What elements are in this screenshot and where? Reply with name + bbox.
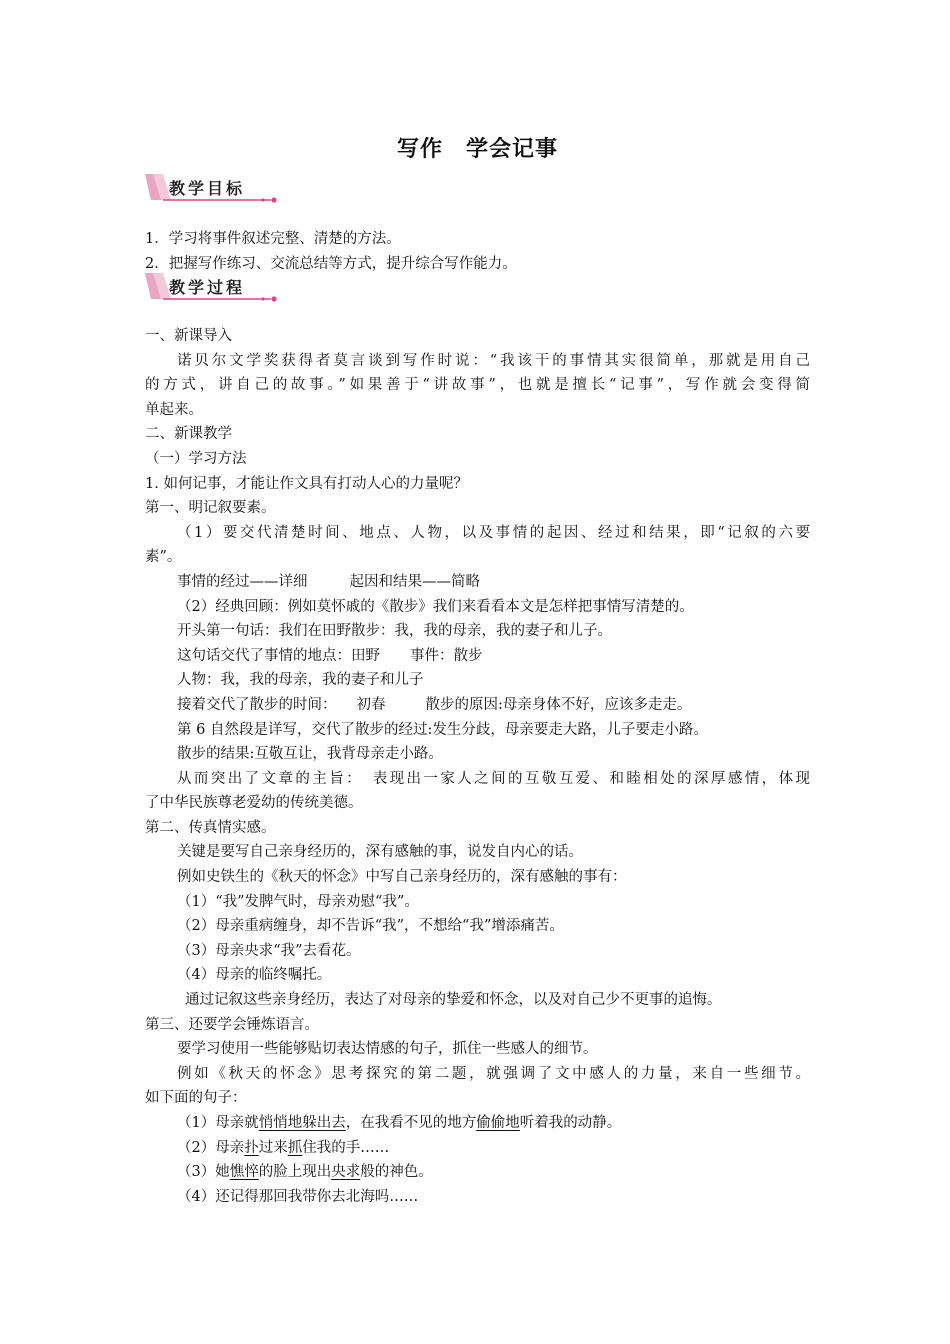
text-span: 起因和结果——简略: [349, 573, 480, 590]
text-span: ，在我看不见的地方: [345, 1115, 477, 1131]
point-heading: 第二、传真情实感。: [145, 819, 276, 836]
text-span: 住我的手……: [302, 1139, 390, 1156]
point-heading: 第三、还要学会锤炼语言。: [145, 1016, 319, 1033]
paragraph-line: 第 6 自然段是详写，交代了散步的经过:发生分歧，母亲要走大路，儿子要走小路。: [177, 721, 708, 738]
list-item: （1）“我”发脾气时，母亲劝慰“我”。: [177, 893, 419, 910]
text-span: （2）母亲: [177, 1139, 245, 1156]
example-sentence: [145, 1136, 810, 1161]
text-span: 的脸上现出: [258, 1164, 332, 1181]
example-sentence: [145, 1111, 810, 1136]
paragraph-line: [145, 644, 810, 669]
example-sentence: [145, 1160, 810, 1185]
question-line: 1. 如何记事，才能让作文具有打动人心的力量呢？: [145, 475, 468, 492]
paragraph-line: 单起来。: [145, 401, 203, 418]
text-span: 散步的原因:母亲身体不好，应该多走走。: [425, 696, 692, 713]
section-banner-goals: [143, 172, 283, 206]
text-span: 般的神色。: [360, 1164, 433, 1181]
text-span: 初春: [356, 696, 386, 713]
goal-item: 1．学习将事件叙述完整、清楚的方法。: [145, 231, 401, 247]
paragraph-line: 通过记叙这些亲身经历，表达了对母亲的挚爱和怀念，以及对自己少不更事的追悔。: [185, 992, 722, 1009]
subheading-methods: （一）学习方法: [145, 450, 247, 467]
paragraph-line: （1）要交代清楚时间、地点、人物，以及事情的起因、经过和结果，即“记叙的六要: [177, 524, 810, 541]
text-span: 这句话交代了事情的地点：田野: [177, 647, 380, 664]
paragraph-line: 了中华民族尊老爱幼的传统美德。: [145, 795, 363, 812]
underlined-phrase: 偷偷地: [476, 1115, 520, 1131]
section-banner-process: [143, 271, 283, 305]
list-item: （4）母亲的临终嘱托。: [177, 967, 332, 984]
underlined-phrase: 抓: [287, 1139, 303, 1156]
point-heading: 第一、明记叙要素。: [145, 500, 276, 517]
paragraph-line: 开头第一句话：我们在田野散步：我，我的母亲，我的妻子和儿子。: [177, 623, 612, 640]
underlined-phrase: 央求: [331, 1164, 361, 1181]
example-sentence: （4）还记得那回我带你去北海吗……: [177, 1188, 419, 1205]
underlined-phrase: 扑: [244, 1139, 259, 1156]
paragraph-line: 散步的结果:互敬互让，我背母亲走小路。: [177, 746, 443, 763]
paragraph-line: [145, 570, 810, 595]
paragraph-line: 素”。: [145, 549, 182, 566]
goals-list: [145, 227, 810, 276]
paragraph-line: [145, 693, 810, 718]
paragraph-line: （2）经典回顾：例如莫怀戚的《散步》我们来看看本文是怎样把事情写清楚的。: [177, 598, 694, 615]
paragraph-line: 的方式，讲自己的故事。”如果善于“讲故事”，也就是擅长“记事”，写作就会变得简: [145, 377, 810, 394]
underlined-phrase: 悄悄地躲出去: [258, 1115, 346, 1131]
text-span: （1）母亲就: [177, 1115, 259, 1131]
paragraph-line: 例如《秋天的怀念》思考探究的第二题，就强调了文中感人的力量，来自一些细节。: [177, 1065, 810, 1082]
text-span: 事情的经过——详细: [177, 573, 308, 590]
document-title: 写作 学会记事: [396, 136, 558, 162]
text-span: 听着我的动静。: [519, 1115, 622, 1131]
underlined-phrase: 憔悴: [229, 1164, 259, 1181]
text-span: 事件：散步: [410, 647, 483, 664]
paragraph-line: 要学习使用一些能够贴切表达情感的句子，抓住一些感人的细节。: [177, 1041, 598, 1058]
list-item: （3）母亲央求“我”去看花。: [177, 942, 361, 959]
heading-teaching: 二、新课教学: [145, 426, 232, 443]
banner-title-process: 教学过程: [169, 278, 246, 297]
list-item: （2）母亲重病缠身，却不告诉“我”，不想给“我”增添痛苦。: [177, 918, 564, 935]
heading-intro: 一、新课导入: [145, 328, 232, 344]
text-span: （3）她: [177, 1164, 230, 1181]
text-span: 接着交代了散步的时间：: [177, 696, 337, 713]
banner-title-goals: 教学目标: [169, 179, 246, 198]
text-span: 过来: [258, 1139, 288, 1156]
paragraph-line: 从而突出了文章的主旨： 表现出一家人之间的互敬互爱、和睦相处的深厚感情，体现: [177, 770, 810, 787]
goal-item: 2．把握写作练习、交流总结等方式，提升综合写作能力。: [145, 255, 517, 272]
paragraph-line: 人物：我，我的母亲，我的妻子和儿子: [177, 672, 424, 689]
body-text: [145, 324, 810, 1209]
paragraph-line: 如下面的句子：: [145, 1090, 247, 1107]
paragraph-line: 诺贝尔文学奖获得者莫言谈到写作时说：“我该干的事情其实很简单，那就是用自己: [177, 352, 810, 369]
paragraph-line: 关键是要写自己亲身经历的，深有感触的事，说发自内心的话。: [177, 844, 583, 861]
paragraph-line: 例如史铁生的《秋天的怀念》中写自己亲身经历的，深有感触的事有：: [177, 869, 627, 886]
